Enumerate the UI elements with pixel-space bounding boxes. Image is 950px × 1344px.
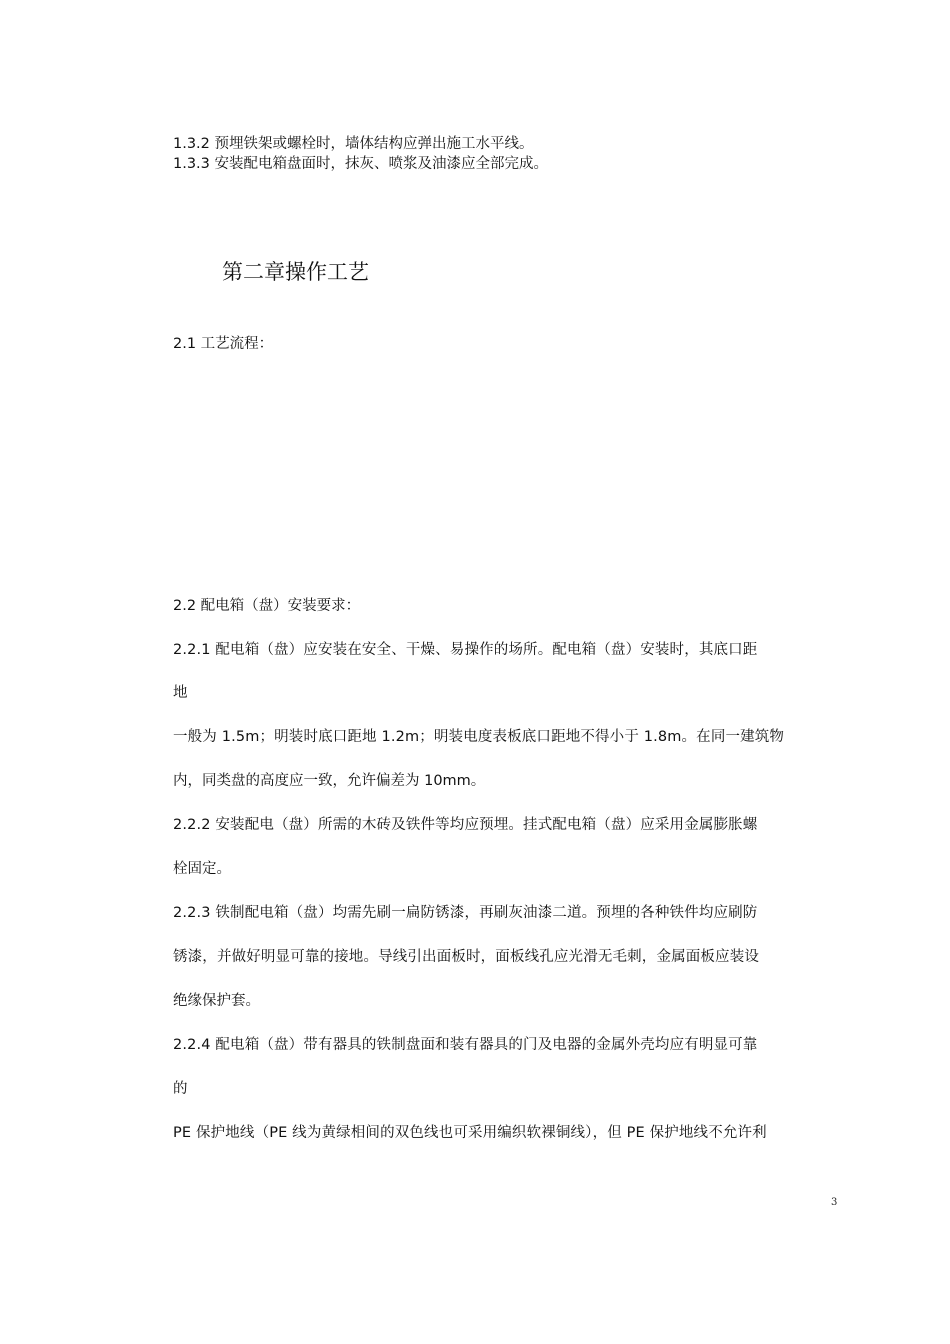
section-2-2-2-line-1: 2.2.2 安装配电（盘）所需的木砖及铁件等均应预埋。挂式配电箱（盘）应采用金属膨胀螺 [173,817,758,833]
section-1-3-3: 1.3.3 安装配电箱盘面时，抹灰、喷浆及油漆应全部完成。 [173,156,549,172]
section-2-2-1-line-2: 地 [173,685,188,701]
section-2-2-3-line-2: 锈漆，并做好明显可靠的接地。导线引出面板时，面板线孔应光滑无毛刺，金属面板应装设 [173,949,759,965]
chapter-title: 第二章操作工艺 [222,260,369,284]
section-2-2-1-line-4: 内，同类盘的高度应一致，允许偏差为 10mm。 [173,773,486,789]
section-1-3-2: 1.3.2 预埋铁架或螺栓时，墙体结构应弹出施工水平线。 [173,136,534,152]
section-2-2-1-line-3: 一般为 1.5m；明装时底口距地 1.2m；明装电度表板底口距地不得小于 1.8m。在同一建筑物 [173,729,785,745]
section-2-2-heading: 2.2 配电箱（盘）安装要求： [173,598,361,614]
section-2-2-4-line-1: 2.2.4 配电箱（盘）带有器具的铁制盘面和装有器具的门及电器的金属外壳均应有明显可靠 [173,1037,758,1053]
section-2-2-3-line-3: 绝缘保护套。 [173,993,260,1009]
section-2-2-1-line-1: 2.2.1 配电箱（盘）应安装在安全、干燥、易操作的场所。配电箱（盘）安装时，其底口距 [173,642,758,658]
section-2-2-4-line-3: PE 保护地线（PE 线为黄绿相间的双色线也可采用编织软裸铜线），但 PE 保护地线不允许利 [173,1125,767,1141]
section-2-1-heading: 2.1 工艺流程： [173,336,274,352]
section-2-2-4-line-2: 的 [173,1081,188,1097]
page-number: 3 [831,1197,838,1208]
section-2-2-3-line-1: 2.2.3 铁制配电箱（盘）均需先刷一扁防锈漆，再刷灰油漆二道。预埋的各种铁件均应刷防 [173,905,758,921]
section-2-2-2-line-2: 栓固定。 [173,861,231,877]
